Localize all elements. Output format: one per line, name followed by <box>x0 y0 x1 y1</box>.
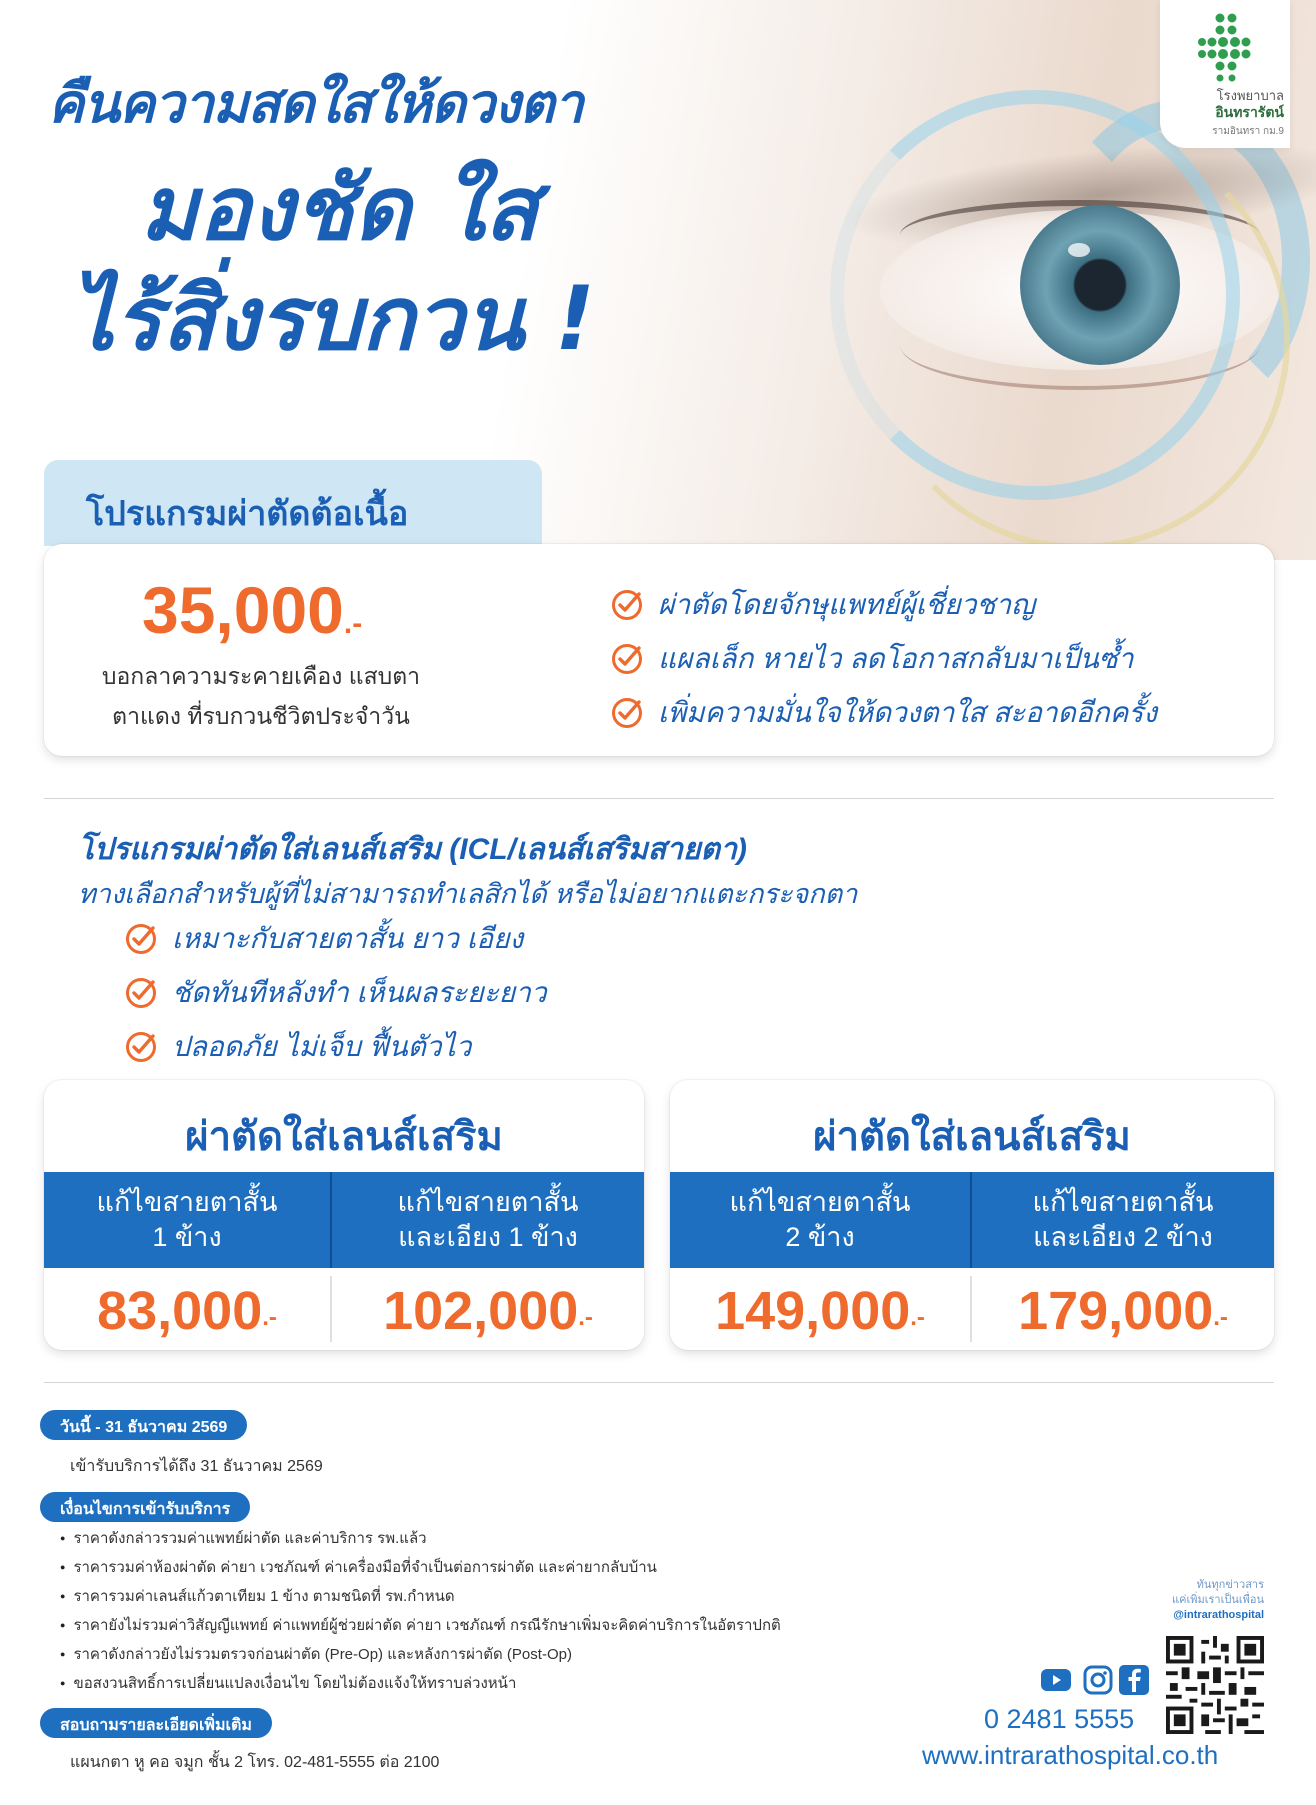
list-item: เหมาะกับสายตาสั้น ยาว เอียง <box>124 912 547 966</box>
youtube-icon[interactable] <box>1040 1664 1072 1696</box>
option-price: 83,000 .- <box>97 1281 277 1341</box>
list-item: ผ่าตัดโดยจักษุแพทย์ผู้เชี่ยวชาญ <box>610 578 1157 632</box>
line-id: @intrarathospital <box>1173 1608 1264 1621</box>
contact-note: แผนกตา หู คอ จมูก ชั้น 2 โทร. 02-481-5555 ต่อ 2100 <box>70 1754 440 1771</box>
price-card-title: ผ่าตัดใส่เลนส์เสริม <box>185 1115 503 1159</box>
cataract-program-title: โปรแกรมผ่าตัดต้อเนื้อ <box>44 460 542 546</box>
follow-us-text: ทันทุกข่าวสาร แค่เพิ่มเราเป็นเพื่อน @intrarathospital <box>1172 1579 1264 1621</box>
hospital-branch: รามอินทรา กม.9 <box>1212 126 1284 137</box>
validity-badge: วันนี้ - 31 ธันวาคม 2569 <box>40 1410 247 1440</box>
option-price: 149,000 .- <box>715 1281 925 1341</box>
cross-dots-logo-icon <box>1198 12 1254 82</box>
hero-headline: คืนความสดใสให้ดวงตา <box>48 72 583 135</box>
facebook-icon[interactable] <box>1118 1664 1150 1696</box>
validity-note: เข้ารับบริการได้ถึง 31 ธันวาคม 2569 <box>70 1458 323 1475</box>
hospital-name: โรงพยาบาล อินทรารัตน์ <box>1215 88 1284 120</box>
price-card-header-bar <box>670 1172 1274 1268</box>
conditions-list <box>60 1526 781 1700</box>
check-circle-icon <box>124 1030 158 1064</box>
option-price: 179,000 .- <box>1018 1281 1228 1341</box>
check-circle-icon <box>124 922 158 956</box>
price-card-title: ผ่าตัดใส่เลนส์เสริม <box>813 1115 1131 1159</box>
hospital-logo <box>1160 0 1290 148</box>
option-price: 102,000 .- <box>383 1281 593 1341</box>
option-label: แก้ไขสายตาสั้น และเอียง 2 ข้าง <box>1032 1186 1214 1252</box>
price-card-header-bar <box>44 1172 644 1268</box>
check-circle-icon <box>124 976 158 1010</box>
list-item: ● ราคารวมค่าเลนส์แก้วตาเทียม 1 ข้าง ตามชนิดที่ รพ.กำหนด <box>60 1584 781 1613</box>
option-label: แก้ไขสายตาสั้น 1 ข้าง <box>96 1186 278 1252</box>
conditions-badge: เงื่อนไขการเข้ารับบริการ <box>40 1492 250 1522</box>
list-item: ● ราคาดังกล่าวยังไม่รวมตรวจก่อนผ่าตัด (Pre-Op) และหลังการผ่าตัด (Post-Op) <box>60 1642 781 1671</box>
check-circle-icon <box>610 642 644 676</box>
icl-benefits-list <box>124 912 547 1074</box>
contact-badge: สอบถามรายละเอียดเพิ่มเติม <box>40 1708 272 1738</box>
list-item: แผลเล็ก หายไว ลดโอกาสกลับมาเป็นซ้ำ <box>610 632 1157 686</box>
section-divider <box>44 1382 1274 1383</box>
icl-price-card <box>670 1080 1274 1350</box>
list-item: ชัดทันทีหลังทำ เห็นผลระยะยาว <box>124 966 547 1020</box>
list-item: ● ราคารวมค่าห้องผ่าตัด ค่ายา เวชภัณฑ์ ค่าเครื่องมือที่จำเป็นต่อการผ่าตัด และค่ายากลับบ้าน <box>60 1555 781 1584</box>
cataract-program-card <box>44 544 1274 756</box>
instagram-icon[interactable] <box>1082 1664 1114 1696</box>
cataract-benefits-list <box>610 578 1157 740</box>
icl-program-title: โปรแกรมผ่าตัดใส่เลนส์เสริม (ICL/เลนส์เสริมสายตา) <box>78 833 747 866</box>
check-circle-icon <box>610 588 644 622</box>
phone-number[interactable]: 0 2481 5555 <box>984 1704 1135 1734</box>
icl-price-card <box>44 1080 644 1350</box>
check-circle-icon <box>610 696 644 730</box>
list-item: เพิ่มความมั่นใจให้ดวงตาใส สะอาดอีกครั้ง <box>610 686 1157 740</box>
hero-headline-large: มองชัด ใส <box>140 157 539 260</box>
section-divider <box>44 798 1274 799</box>
hero-headline-large: ไร้สิ่งรบกวน ! <box>70 267 595 370</box>
website-link[interactable]: www.intrarathospital.co.th <box>922 1740 1219 1770</box>
list-item: ปลอดภัย ไม่เจ็บ ฟื้นตัวไว <box>124 1020 547 1074</box>
qr-code-icon[interactable] <box>1166 1636 1264 1734</box>
cataract-price: 35,000.- <box>142 573 363 647</box>
list-item: ● ราคายังไม่รวมค่าวิสัญญีแพทย์ ค่าแพทย์ผู้ช่วยผ่าตัด ค่ายา เวชภัณฑ์ กรณีรักษาเพิ่มจะคิดค่าบริการในอัตราปกติ <box>60 1613 781 1642</box>
decor-ring <box>870 130 1290 550</box>
option-label: แก้ไขสายตาสั้น 2 ข้าง <box>729 1186 911 1252</box>
list-item: ● ราคาดังกล่าวรวมค่าแพทย์ผ่าตัด และค่าบริการ รพ.แล้ว <box>60 1526 781 1555</box>
icl-program-subtitle: ทางเลือกสำหรับผู้ที่ไม่สามารถทำเลสิกได้ หรือไม่อยากแตะกระจกตา <box>78 879 858 909</box>
list-item: ● ขอสงวนสิทธิ์การเปลี่ยนแปลงเงื่อนไข โดยไม่ต้องแจ้งให้ทราบล่วงหน้า <box>60 1671 781 1700</box>
option-label: แก้ไขสายตาสั้น และเอียง 1 ข้าง <box>397 1186 579 1252</box>
cataract-description: บอกลาความระคายเคือง แสบตา ตาแดง ที่รบกวนชีวิตประจำวัน <box>101 663 421 730</box>
